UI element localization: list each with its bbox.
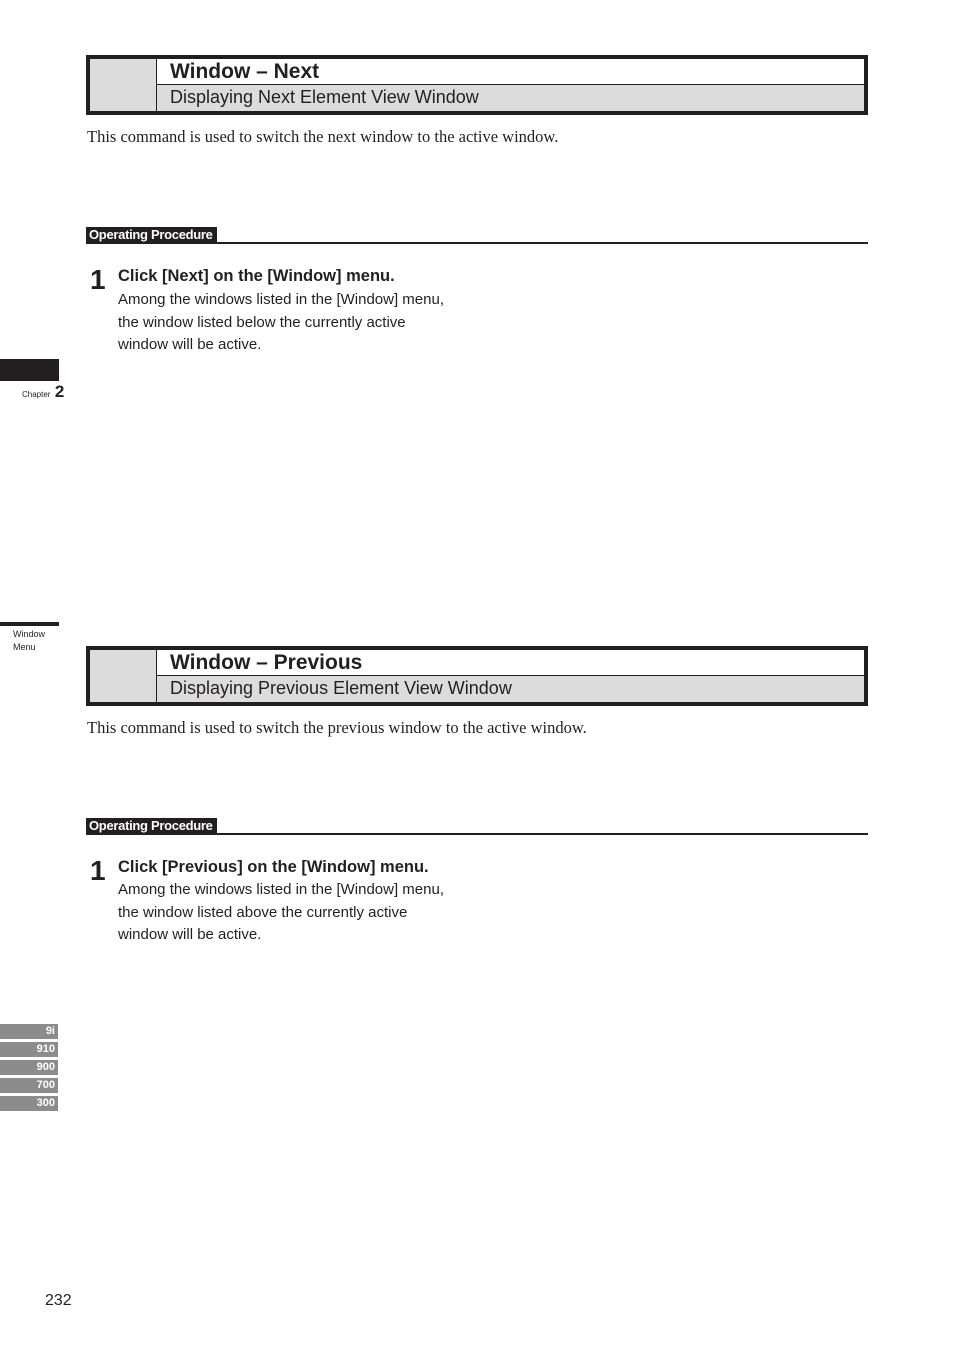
model-tag: 900	[0, 1060, 58, 1075]
header-subtitle-row	[157, 676, 864, 702]
model-list	[0, 1024, 58, 1114]
section-title: Window – Previous	[170, 651, 363, 674]
step-heading: Click [Previous] on the [Window] menu.	[118, 858, 429, 876]
header-subtitle-row	[157, 85, 864, 111]
model-tag: 9i	[0, 1024, 58, 1039]
procedure-rule	[86, 833, 868, 835]
header-title-row	[157, 59, 864, 84]
step-number: 1	[90, 264, 106, 295]
model-tag: 910	[0, 1042, 58, 1057]
section-header-previous	[86, 646, 868, 706]
section-intro: This command is used to switch the previous window to the active window.	[87, 718, 587, 737]
step-body: Among the windows listed in the [Window] menu, the window listed below the currently active window will be active.	[118, 291, 444, 353]
section-title: Window – Next	[170, 60, 320, 83]
chapter-tab	[0, 359, 59, 381]
procedure-heading	[86, 227, 868, 244]
section-subtitle: Displaying Next Element View Window	[170, 87, 479, 107]
header-title-row	[157, 650, 864, 675]
header-left-block	[90, 59, 156, 111]
model-tag: 300	[0, 1096, 58, 1111]
model-tag: 700	[0, 1078, 58, 1093]
page-number: 232	[45, 1292, 72, 1309]
section-marker-label: Window Menu	[13, 629, 46, 652]
step-heading: Click [Next] on the [Window] menu.	[118, 267, 395, 285]
section-subtitle: Displaying Previous Element View Window	[170, 678, 512, 698]
step-body: Among the windows listed in the [Window] menu, the window listed above the currently active window will be active.	[118, 881, 444, 943]
section-marker-rule	[0, 622, 59, 626]
procedure-heading	[86, 818, 868, 835]
step-number: 1	[90, 855, 106, 886]
chapter-word: Chapter	[22, 390, 51, 399]
procedure-label: Operating Procedure	[86, 818, 217, 834]
header-left-block	[90, 650, 156, 702]
chapter-number: 2	[54, 382, 65, 401]
section-intro: This command is used to switch the next window to the active window.	[87, 127, 559, 146]
chapter-label	[22, 382, 64, 402]
procedure-label: Operating Procedure	[86, 227, 217, 243]
section-header-next	[86, 55, 868, 115]
procedure-rule	[86, 242, 868, 244]
